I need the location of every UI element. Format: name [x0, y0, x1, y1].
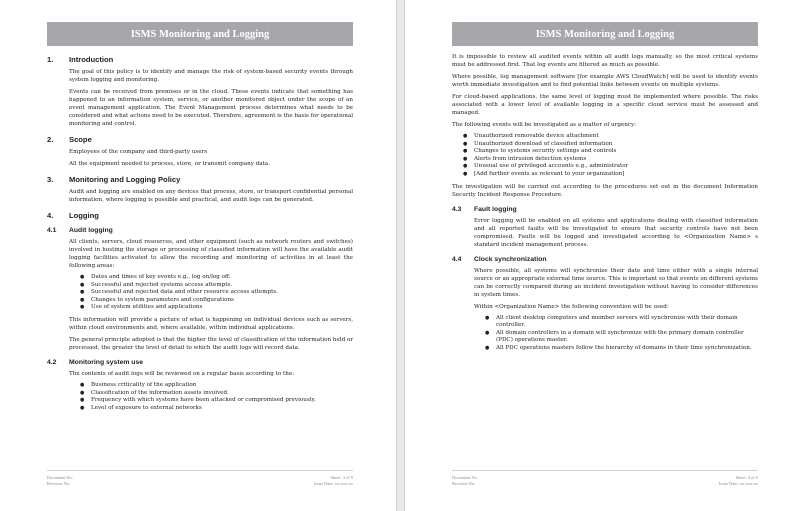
bullet-list: [69, 274, 353, 312]
bullet-icon: ●: [485, 344, 490, 351]
list-item-text: All client desktop computers and member servers will synchronize with their domain controller.: [496, 314, 738, 329]
section-heading: [47, 175, 353, 184]
list-item-text: Alerts from intrusion detection systems: [474, 155, 587, 162]
list-item-text: Unauthorized removable device attachment: [474, 133, 599, 139]
bullet-list: [69, 382, 353, 412]
section-title: Monitoring and Logging Policy: [69, 175, 181, 184]
page-footer: [47, 470, 353, 487]
section-title: Fault logging: [474, 205, 517, 213]
sheet-number: Sheet: 3 of 9: [330, 475, 353, 480]
sheet-number: Sheet: 4 of 9: [735, 475, 758, 480]
document-page-left: [0, 0, 397, 511]
list-item: [80, 296, 353, 305]
list-item: [485, 314, 758, 330]
bullet-icon: ●: [80, 289, 85, 296]
revision-number-label: Revision No:: [47, 481, 71, 486]
bullet-icon: ●: [80, 404, 85, 411]
paragraph: All clients, servers, cloud resources, and other equipment (such as network routers and switches) involved in hosting the storage or processing of classified information will have the available audit logging facilities activated to allow the recording and monitoring of activities in at least the following areas:: [69, 239, 353, 269]
bullet-icon: ●: [463, 148, 468, 155]
section-body: [69, 370, 353, 412]
bullet-icon: ●: [463, 155, 468, 162]
section-title: Monitoring system use: [69, 358, 144, 366]
list-item: [80, 274, 353, 282]
paragraph: The goal of this policy is to identify and manage the risk of system-based security events through system logging and monitoring.: [69, 69, 353, 83]
list-item: [463, 133, 758, 141]
list-item: [80, 304, 353, 312]
list-item-text: Changes to system parameters and configurations: [91, 296, 234, 303]
list-item-text: All domain controllers in a domain will synchronize with the primary domain controller (PDC) operations master.: [496, 329, 744, 344]
list-item-text: Unusual use of privileged accounts e.g., administrator: [474, 163, 629, 170]
paragraph: The contents of audit logs will be reviewed on a regular basis according to the:: [69, 370, 295, 377]
section-body: [69, 238, 353, 352]
section-number: 3.: [47, 175, 54, 184]
section-number: 4.3: [452, 205, 462, 213]
section-number: 2.: [47, 135, 54, 144]
bullet-icon: ●: [463, 133, 468, 139]
bullet-icon: ●: [463, 140, 468, 147]
bullet-icon: ●: [80, 397, 85, 404]
paragraph: For cloud-based applications, the same level of logging must be implemented where possible. The risks associated with a lower level of available logging in a specific cloud service must be assessed and managed.: [452, 94, 758, 116]
section-heading: [47, 359, 353, 366]
section-heading: [47, 55, 353, 64]
bullet-icon: ●: [80, 296, 85, 303]
paragraph: The investigation will be carried out according to the procedures set out in the document Information Security Incident Response Procedure.: [452, 183, 758, 198]
paragraph: Within <Organization Name> the following convention will be used:: [474, 303, 669, 310]
page-title-banner: ISMS Monitoring and Logging: [47, 22, 353, 46]
paragraph: The following events will be investigated as a matter of urgency:: [452, 122, 636, 128]
document-number-label: Document No:: [47, 475, 73, 480]
list-item-text: Level of exposure to external networks: [91, 404, 202, 411]
bullet-icon: ●: [80, 274, 85, 280]
list-item: [463, 148, 758, 156]
section-title: Introduction: [69, 55, 114, 64]
section-body: [452, 53, 758, 199]
section-heading: [47, 135, 353, 144]
paragraph: The general principle adopted is that the higher the level of classification of the information held or processed, the greater the level of detail to which the audit logs will record data.: [69, 336, 353, 351]
list-item-text: Changes to systems security settings and controls: [474, 148, 617, 155]
document-number-label: Document No:: [452, 475, 478, 480]
bullet-icon: ●: [485, 329, 490, 336]
list-item: [463, 163, 758, 171]
section-number: 1.: [47, 55, 54, 64]
list-item-text: Dates and times of key events e.g., log on/log off.: [91, 274, 231, 280]
revision-number-label: Revision No:: [452, 481, 476, 486]
bullet-icon: ●: [80, 389, 85, 396]
section-title: Clock synchronization: [474, 255, 547, 263]
bullet-icon: ●: [463, 170, 468, 177]
bullet-icon: ●: [463, 163, 468, 170]
list-item: [80, 397, 353, 405]
paragraph: This information will provide a picture of what is happening on individual devices such as servers, within cloud environments and, where available, within individual applications.: [69, 316, 353, 331]
bullet-icon: ●: [80, 304, 85, 311]
section-heading: [452, 206, 758, 213]
bullet-list: [452, 133, 758, 179]
section-heading: [47, 211, 353, 220]
list-item: [80, 281, 353, 290]
section-title: Logging: [69, 211, 99, 220]
paragraph: It is impossible to review all audited events within all audit logs manually, so the most critical systems must be addressed first. That log events are filtered as much as possible.: [452, 54, 758, 68]
list-item-text: Use of system utilities and applications: [91, 304, 203, 311]
bullet-list: [474, 315, 758, 353]
issue-date: Issue Date: xx-xxx-xx: [718, 481, 758, 486]
list-item: [463, 170, 758, 179]
bullet-icon: ●: [80, 281, 85, 288]
list-item-text: Classification of the information assets involved.: [91, 389, 229, 396]
section-heading: [452, 256, 758, 263]
bullet-icon: ●: [80, 381, 85, 388]
list-item-text: Frequency with which systems have been attacked or compromised previously.: [91, 397, 316, 404]
section-body: [69, 68, 353, 128]
list-item: [80, 381, 353, 390]
section-number: 4.1: [47, 227, 57, 234]
list-item-text: Unauthorized download of classified information: [474, 140, 613, 147]
list-item: [485, 344, 758, 353]
section-body: [474, 217, 758, 249]
page-content: [452, 53, 758, 357]
section-number: 4.2: [47, 358, 57, 366]
section-title: Audit logging: [69, 227, 113, 234]
section-body: [474, 267, 758, 353]
list-item: [80, 404, 353, 413]
list-item-text: Successful and rejected systems access attempts.: [91, 281, 233, 288]
list-item: [463, 140, 758, 149]
list-item: [463, 155, 758, 164]
section-heading: [47, 227, 353, 234]
list-item: [80, 389, 353, 398]
paragraph: Audit and logging are enabled on any devices that process, store, or transport confidential personal information, where logging is possible and practical, and audit logs can be generated.: [69, 189, 353, 203]
list-item-text: Business criticality of the application: [91, 381, 197, 388]
bullet-icon: ●: [485, 314, 490, 321]
list-item: [80, 289, 353, 297]
list-item-text: Successful and rejected data and other resource access attempts.: [91, 289, 278, 296]
section-number: 4.: [47, 211, 54, 220]
paragraph: All the equipment needed to process, store, or transmit company data.: [69, 161, 270, 167]
list-item-text: [Add further events as relevant to your organization]: [474, 170, 625, 177]
section-title: Scope: [69, 135, 92, 144]
paragraph: Where possible, log management software [for example AWS CloudWatch] will be used to identify events worth immediate investigation and to find potential links between events on multiple systems.: [452, 74, 758, 88]
section-body: [69, 188, 353, 204]
paragraph: Where possible, all systems will synchronize their date and time either with a single internal source or an appropriate external time source. This is important so that events on different systems can be correctly compared during an incident investigation without having to consider differences in system times.: [474, 267, 758, 298]
paragraph: Events can be received from premises or in the cloud. These events indicate that something has happened to an information system, service, or another monitored object under the scope of an event management application. The Event Management process determines what needs to be considered and what actions need to be executed. Therefore, agreement is the basis for operational monitoring and control.: [69, 89, 353, 127]
paragraph: Error logging will be enabled on all systems and applications dealing with classified information and all reported faults will be investigated to ensure that security controls have not been compromised. Faults will be logged and investigated according to <Organization Name> s standard incident management process.: [474, 217, 758, 248]
section-body: [69, 148, 353, 168]
section-number: 4.4: [452, 255, 462, 263]
issue-date: Issue Date: xx-xxx-xx: [313, 481, 353, 486]
list-item-text: All PDC operations masters follow the hierarchy of domains in their time synchronization.: [496, 344, 752, 351]
page-content: [47, 55, 353, 416]
list-item: [485, 329, 758, 345]
paragraph: Employees of the company and third-party users: [69, 149, 208, 155]
page-footer: [452, 470, 758, 487]
page-title-banner: ISMS Monitoring and Logging: [452, 22, 758, 46]
document-page-right: [404, 0, 800, 511]
